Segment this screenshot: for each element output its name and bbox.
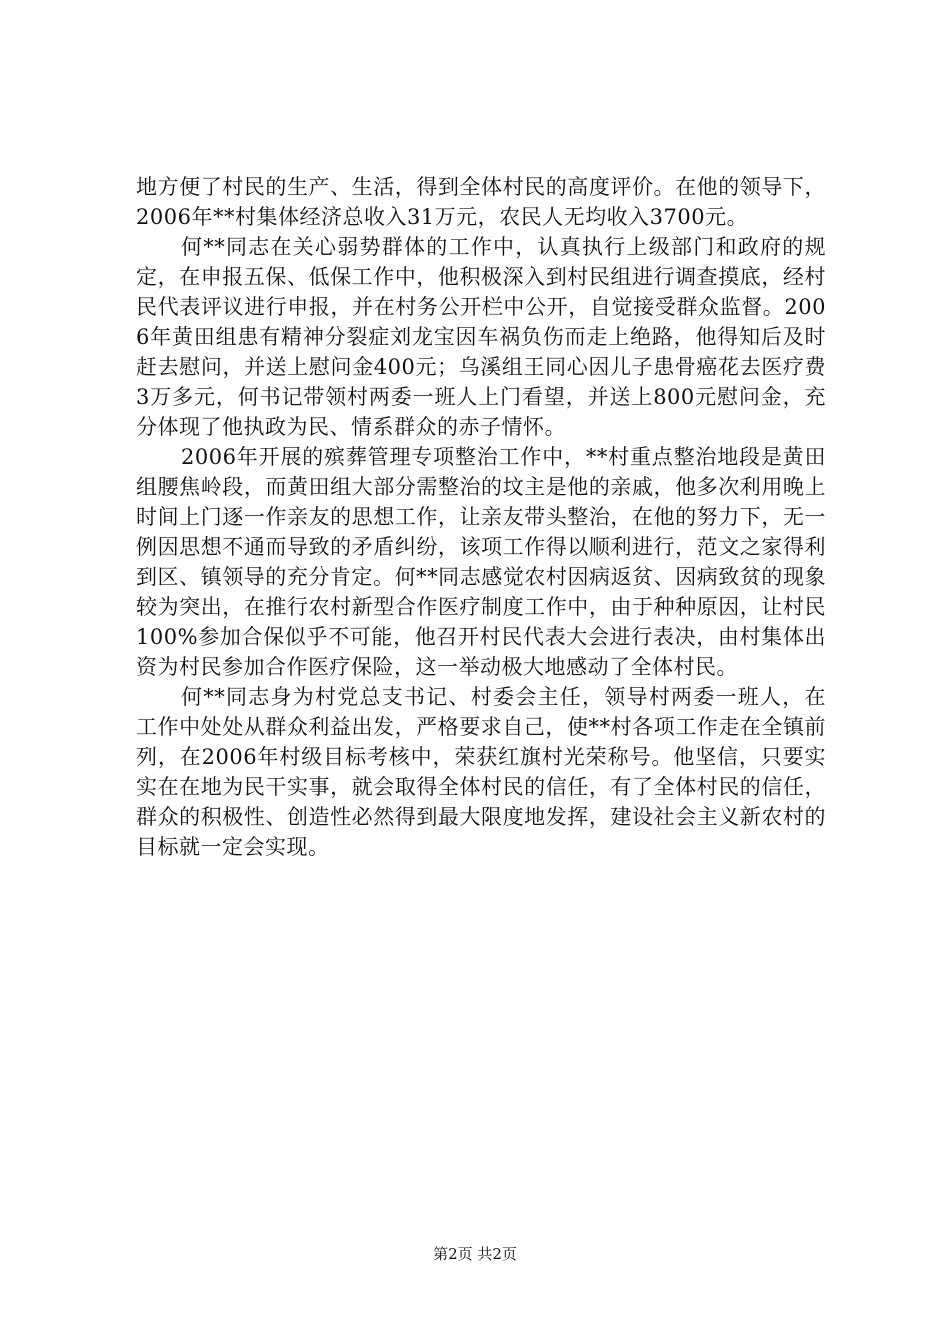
paragraph-4: 何**同志身为村党总支书记、村委会主任，领导村两委一班人，在工作中处处从群众利益出发，严格要求自己，使**村各项工作走在全镇前列，在2006年村级目标考核中，荣获红旗村光荣称号。他坚信，只要实实在在地为民干实事，就会取得全体村民的信任，有了全体村民的信任，群众的积极性、创造性必然得到最大限度地发挥，建设社会主义新农村的目标就一定会实现。: [136, 685, 826, 859]
paragraph-3: 2006年开展的殡葬管理专项整治工作中，**村重点整治地段是黄田组腰焦岭段，而黄田组大部分需整治的坟主是他的亲戚，他多次利用晚上时间上门逐一作亲友的思想工作，让亲友带头整治，在他的努力下，无一例因思想不通而导致的矛盾纠纷，该项工作得以顺利进行，范文之家得利到区、镇领导的充分肯定。何**同志感觉农村因病返贫、因病致贫的现象较为突出，在推行农村新型合作医疗制度工作中，由于种种原因，让村民100%参加合保似乎不可能，他召开村民代表大会进行表决，由村集体出资为村民参加合作医疗保险，这一举动极大地感动了全体村民。: [136, 445, 826, 679]
paragraph-1: 地方便了村民的生产、生活，得到全体村民的高度评价。在他的领导下，2006年**村集体经济总收入31万元，农民人无均收入3700元。: [136, 175, 826, 229]
page-number-footer: 第2页 共2页: [433, 1245, 517, 1263]
paragraph-2: 何**同志在关心弱势群体的工作中，认真执行上级部门和政府的规定，在申报五保、低保工作中，他积极深入到村民组进行调查摸底，经村民代表评议进行申报，并在村务公开栏中公开，自觉接受群众监督。2006年黄田组患有精神分裂症刘龙宝因车祸负伤而走上绝路，他得知后及时赶去慰问，并送上慰问金400元；乌溪组王同心因儿子患骨癌花去医疗费3万多元，何书记带领村两委一班人上门看望，并送上800元慰问金，充分体现了他执政为民、情系群众的赤子情怀。: [136, 235, 826, 439]
document-body: [136, 172, 826, 862]
